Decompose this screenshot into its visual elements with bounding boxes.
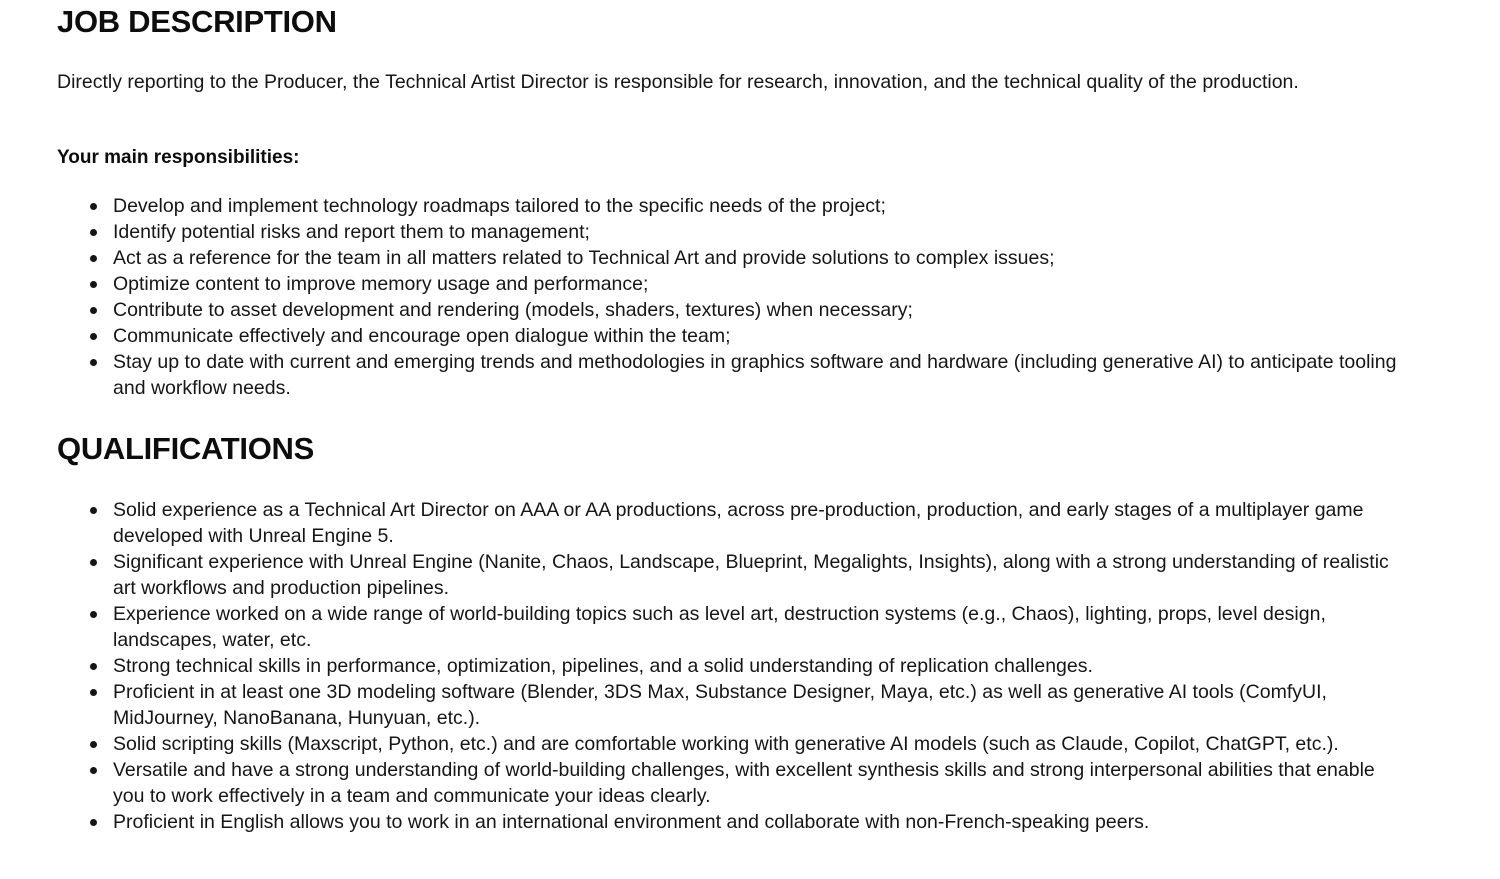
bullet-icon (90, 741, 97, 748)
bullet-icon (90, 333, 97, 340)
list-item-text: Contribute to asset development and rendering (models, shaders, textures) when necessary; (113, 299, 913, 321)
list-item-text: Proficient in English allows you to work in an international environment and collaborate with non-French-speaking peers. (113, 811, 1150, 833)
bullet-icon (90, 203, 97, 210)
bullet-icon (90, 689, 97, 696)
list-item (57, 297, 1413, 323)
qualifications-list (57, 497, 1417, 835)
list-item (57, 323, 1413, 349)
bullet-icon (90, 611, 97, 618)
bullet-icon (90, 229, 97, 236)
list-item-text: Act as a reference for the team in all matters related to Technical Art and provide solutions to complex issues; (113, 247, 1055, 269)
list-item-text: Experience worked on a wide range of world-building topics such as level art, destruction systems (e.g., Chaos), lighting, props, level design, landscapes, water, etc. (113, 603, 1326, 651)
job-description-intro: Directly reporting to the Producer, the Technical Artist Director is responsible for research, innovation, and the technical quality of the production. (57, 71, 1299, 93)
list-item-text: Significant experience with Unreal Engine (Nanite, Chaos, Landscape, Blueprint, Megalights, Insights), along with a strong understanding of realistic art workflows and production pipelines. (113, 551, 1389, 599)
job-description-heading: JOB DESCRIPTION (57, 4, 337, 39)
responsibilities-title: Your main responsibilities: (57, 147, 300, 168)
list-item-text: Strong technical skills in performance, optimization, pipelines, and a solid understanding of replication challenges. (113, 655, 1093, 677)
list-item (57, 349, 1413, 401)
list-item-text: Proficient in at least one 3D modeling software (Blender, 3DS Max, Substance Designer, Maya, etc.) as well as generative AI tools (ComfyUI, MidJourney, NanoBanana, Hunyuan, etc.). (113, 681, 1327, 729)
list-item (57, 809, 1403, 835)
qualifications-heading: QUALIFICATIONS (57, 431, 314, 466)
bullet-icon (90, 663, 97, 670)
list-item-text: Stay up to date with current and emerging trends and methodologies in graphics software and hardware (including generative AI) to anticipate tooling and workflow needs. (113, 351, 1397, 399)
list-item (57, 245, 1413, 271)
bullet-icon (90, 559, 97, 566)
list-item (57, 271, 1413, 297)
bullet-icon (90, 507, 97, 514)
list-item-text: Optimize content to improve memory usage and performance; (113, 273, 649, 295)
responsibilities-list (57, 193, 1417, 401)
list-item (57, 731, 1403, 757)
list-item (57, 653, 1403, 679)
bullet-icon (90, 281, 97, 288)
list-item (57, 549, 1403, 601)
bullet-icon (90, 307, 97, 314)
list-item-text: Develop and implement technology roadmaps tailored to the specific needs of the project; (113, 195, 886, 217)
list-item-text: Versatile and have a strong understanding of world-building challenges, with excellent synthesis skills and strong interpersonal abilities that enable you to work effectively in a team and communicate your ideas clearly. (113, 759, 1375, 807)
list-item (57, 757, 1403, 809)
list-item-text: Communicate effectively and encourage open dialogue within the team; (113, 325, 731, 347)
list-item-text: Identify potential risks and report them to management; (113, 221, 590, 243)
list-item-text: Solid experience as a Technical Art Director on AAA or AA productions, across pre-production, production, and early stages of a multiplayer game developed with Unreal Engine 5. (113, 499, 1364, 547)
list-item (57, 219, 1413, 245)
bullet-icon (90, 255, 97, 262)
bullet-icon (90, 767, 97, 774)
list-item (57, 193, 1413, 219)
bullet-icon (90, 819, 97, 826)
list-item (57, 497, 1403, 549)
bullet-icon (90, 359, 97, 366)
list-item (57, 601, 1403, 653)
list-item-text: Solid scripting skills (Maxscript, Python, etc.) and are comfortable working with generative AI models (such as Claude, Copilot, ChatGPT, etc.). (113, 733, 1339, 755)
list-item (57, 679, 1403, 731)
